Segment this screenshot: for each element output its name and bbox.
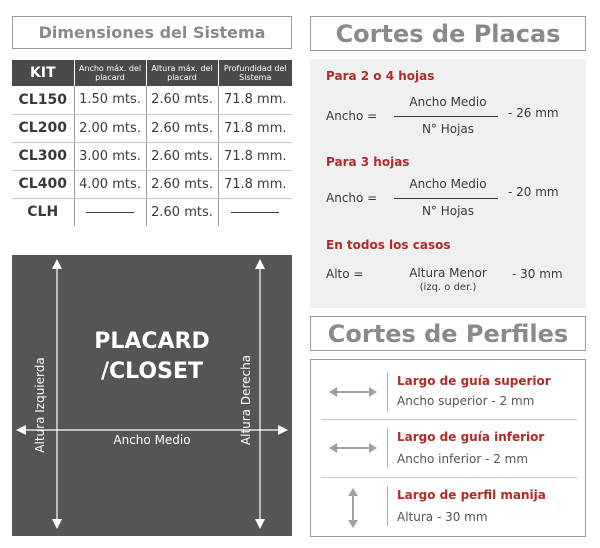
perfiles-title: Cortes de Perfiles bbox=[327, 319, 569, 348]
kit-name: CL150 bbox=[12, 86, 74, 114]
section-title-2-4-hojas: Para 2 o 4 hojas bbox=[326, 69, 435, 83]
formula-rhs: - 30 mm bbox=[512, 267, 563, 281]
horizontal-double-arrow-icon bbox=[321, 438, 385, 458]
kit-name: CLH bbox=[12, 198, 74, 226]
section-title-3-hojas: Para 3 hojas bbox=[326, 155, 410, 169]
list-item bbox=[321, 478, 577, 534]
altura-value: 2.60 mts. bbox=[146, 170, 218, 198]
row-divider bbox=[387, 486, 388, 526]
formula-denominator: N° Hojas bbox=[421, 204, 475, 218]
list-item bbox=[321, 420, 577, 478]
ancho-value: 3.00 mts. bbox=[74, 142, 146, 170]
fraction-line bbox=[394, 116, 498, 117]
table-row bbox=[12, 170, 292, 198]
ancho-empty bbox=[74, 198, 146, 226]
placas-title: Cortes de Placas bbox=[335, 19, 561, 48]
header-altura: Altura máx. del placard bbox=[146, 60, 218, 86]
kit-name: CL300 bbox=[12, 142, 74, 170]
width-label: Ancho Medio bbox=[113, 433, 191, 447]
ancho-value: 2.00 mts. bbox=[74, 114, 146, 142]
right-height-arrow-icon bbox=[255, 259, 265, 529]
formula-note: (izq. o der.) bbox=[419, 282, 477, 293]
perfil-title: Largo de guía inferior bbox=[397, 430, 545, 444]
row-divider bbox=[387, 372, 388, 412]
dimensiones-header-row bbox=[12, 60, 292, 86]
table-row bbox=[12, 142, 292, 170]
perfil-title: Largo de perfil manija bbox=[397, 488, 546, 502]
header-kit: KIT bbox=[12, 60, 74, 86]
perfil-title: Largo de guía superior bbox=[397, 374, 551, 388]
empty-dash bbox=[86, 212, 134, 213]
formula-numerator: Ancho Medio bbox=[409, 177, 487, 191]
left-height-label: Altura Izquierda bbox=[33, 357, 47, 453]
profundidad-value: 71.8 mm. bbox=[218, 86, 292, 114]
formula-lhs: Alto = bbox=[326, 267, 364, 281]
formula-rhs: - 20 mm bbox=[508, 185, 559, 199]
left-height-arrow-icon bbox=[52, 259, 62, 529]
formula-rhs: - 26 mm bbox=[508, 106, 559, 120]
horizontal-double-arrow-icon bbox=[321, 382, 385, 402]
ancho-value: 1.50 mts. bbox=[74, 86, 146, 114]
dimensiones-title-box bbox=[12, 16, 292, 49]
kit-name: CL400 bbox=[12, 170, 74, 198]
placard-title-line1: PLACARD bbox=[94, 329, 210, 354]
dimensiones-title: Dimensiones del Sistema bbox=[38, 23, 266, 42]
right-height-label: Altura Derecha bbox=[239, 354, 253, 446]
profundidad-value: 71.8 mm. bbox=[218, 170, 292, 198]
profundidad-empty bbox=[218, 198, 292, 226]
header-profundidad: Profundidad del Sistema bbox=[218, 60, 292, 86]
perfiles-panel bbox=[310, 359, 586, 537]
altura-value: 2.60 mts. bbox=[146, 198, 218, 226]
profundidad-value: 71.8 mm. bbox=[218, 114, 292, 142]
formula-denominator: N° Hojas bbox=[421, 122, 475, 136]
perfiles-title-box bbox=[310, 316, 586, 351]
formula-main: Altura Menor bbox=[409, 266, 487, 280]
vertical-double-arrow-icon bbox=[321, 486, 385, 530]
perfil-subtitle: Altura - 30 mm bbox=[397, 510, 488, 524]
placard-title-line2: /CLOSET bbox=[101, 359, 203, 384]
dimensiones-table bbox=[12, 60, 292, 226]
placard-diagram bbox=[12, 255, 292, 536]
altura-value: 2.60 mts. bbox=[146, 142, 218, 170]
table-row bbox=[12, 198, 292, 226]
empty-dash bbox=[231, 212, 279, 213]
perfil-subtitle: Ancho inferior - 2 mm bbox=[397, 452, 529, 466]
perfil-subtitle: Ancho superior - 2 mm bbox=[397, 394, 535, 408]
formula-numerator: Ancho Medio bbox=[409, 95, 487, 109]
profundidad-value: 71.8 mm. bbox=[218, 142, 292, 170]
table-row bbox=[12, 86, 292, 114]
section-title-todos-casos: En todos los casos bbox=[326, 238, 451, 252]
formula-lhs: Ancho = bbox=[326, 191, 378, 205]
placas-panel bbox=[310, 59, 586, 308]
kit-name: CL200 bbox=[12, 114, 74, 142]
altura-value: 2.60 mts. bbox=[146, 114, 218, 142]
placas-title-box bbox=[310, 16, 586, 51]
row-divider bbox=[387, 428, 388, 468]
list-item bbox=[321, 364, 577, 420]
formula-lhs: Ancho = bbox=[326, 109, 378, 123]
table-row bbox=[12, 114, 292, 142]
altura-value: 2.60 mts. bbox=[146, 86, 218, 114]
ancho-value: 4.00 mts. bbox=[74, 170, 146, 198]
header-ancho: Ancho máx. del placard bbox=[74, 60, 146, 86]
fraction-line bbox=[394, 198, 498, 199]
